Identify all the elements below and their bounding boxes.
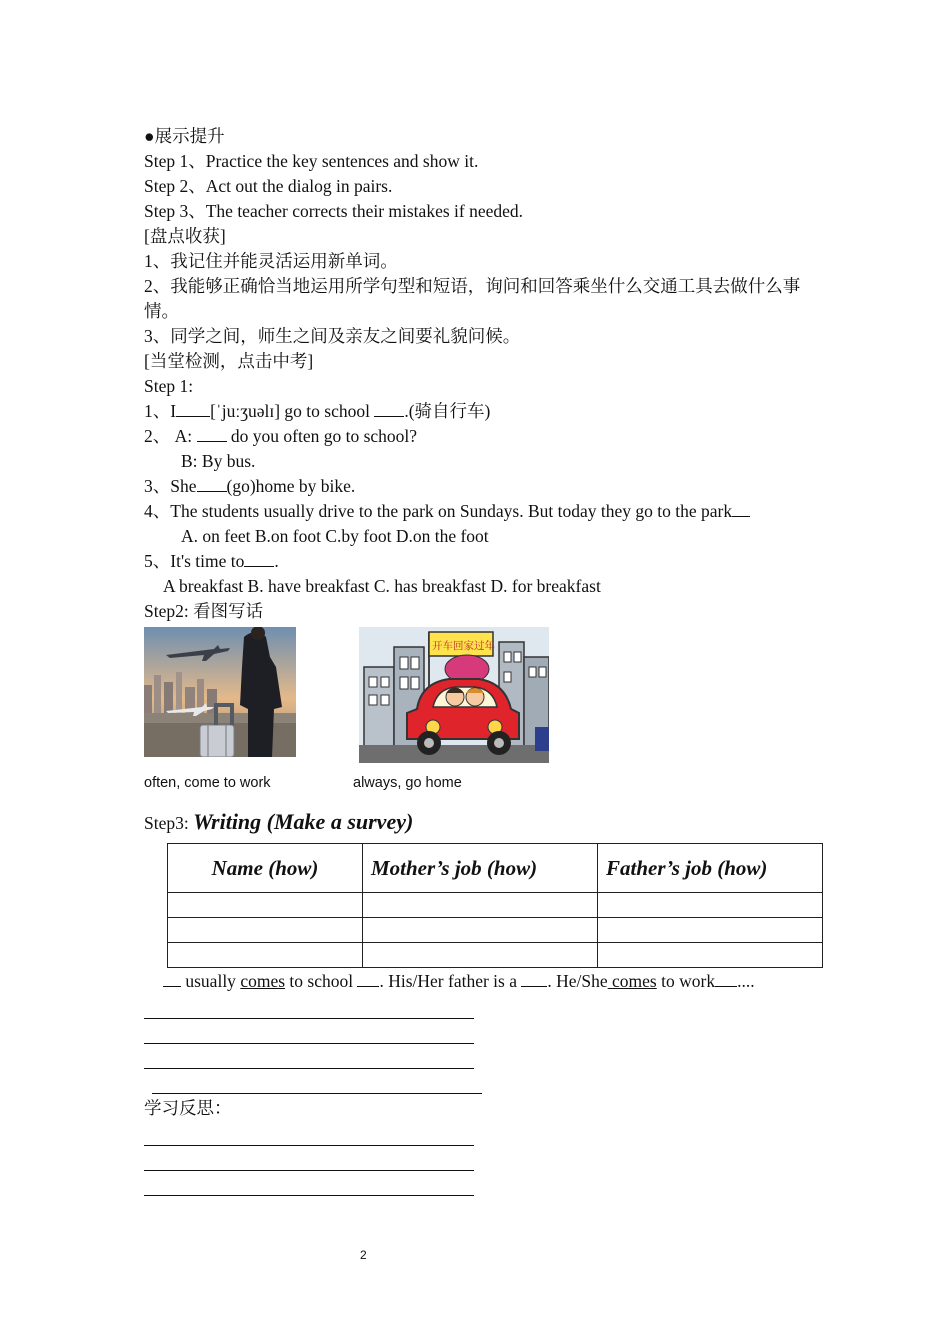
question-5: 5、It's time to . <box>144 551 279 571</box>
answer-blank[interactable] <box>732 499 750 517</box>
survey-table <box>167 843 823 968</box>
table-cell[interactable] <box>363 918 598 943</box>
car-going-home-image <box>359 627 549 763</box>
summary-item-2: 2、我能够正确恰当地运用所学句型和短语，询问和回答乘坐什么交通工具去做什么事情。 <box>144 276 801 321</box>
reflection-line[interactable] <box>144 1121 474 1146</box>
step1-label: Step 1: <box>144 376 194 396</box>
writing-line[interactable] <box>144 1044 474 1069</box>
show-step-2: Step 2、Act out the dialog in pairs. <box>144 176 393 196</box>
header-mother-job: Mother’s job (how) <box>363 844 598 893</box>
question-2-reply: B: By bus. <box>181 451 256 471</box>
question-1: 1、I [ˈjuːʒuəlɪ] go to school .(骑自行车) <box>144 401 491 421</box>
picture-captions <box>144 759 814 799</box>
answer-blank[interactable] <box>521 969 547 987</box>
table-cell[interactable] <box>363 943 598 968</box>
caption-car: always, go home <box>353 775 462 791</box>
table-cell[interactable] <box>598 943 823 968</box>
summary-item-3: 3、同学之间，师生之间及亲友之间要礼貌问候。 <box>144 326 521 346</box>
table-cell[interactable] <box>168 943 363 968</box>
answer-blank[interactable] <box>163 969 181 987</box>
table-cell[interactable] <box>598 918 823 943</box>
section-show-title: ●展示提升 <box>144 126 225 146</box>
table-cell[interactable] <box>168 893 363 918</box>
answer-blank[interactable] <box>244 549 274 567</box>
step3-title: Writing (Make a survey) <box>193 809 414 834</box>
question-3: 3、She (go)home by bike. <box>144 476 356 496</box>
table-cell[interactable] <box>168 918 363 943</box>
airport-businessman-image <box>144 627 296 757</box>
question-4-options: A. on feet B.on foot C.by foot D.on the foot <box>181 526 489 546</box>
table-row <box>168 893 823 918</box>
table-header-row <box>168 844 823 893</box>
answer-blank[interactable] <box>197 474 227 492</box>
show-step-3: Step 3、The teacher corrects their mistakes if needed. <box>144 201 524 221</box>
answer-blank[interactable] <box>197 424 227 442</box>
summary-title: [盘点收获] <box>144 226 226 246</box>
step3-heading: Step3: Writing (Make a survey) <box>144 809 414 834</box>
reflection-label: 学习反思： <box>144 1098 232 1118</box>
caption-airport: often, come to work <box>144 775 271 791</box>
writing-line[interactable] <box>144 1019 474 1044</box>
answer-blank[interactable] <box>715 969 737 987</box>
question-5-options: A breakfast B. have breakfast C. has breakfast D. for breakfast <box>163 576 601 596</box>
question-2: 2、 A: do you often go to school? <box>144 426 418 446</box>
header-father-job: Father’s job (how) <box>598 844 823 893</box>
writing-line[interactable] <box>152 1069 482 1094</box>
picture-row <box>144 627 814 759</box>
summary-item-1: 1、我记住并能灵活运用新单词。 <box>144 251 398 271</box>
question-4: 4、The students usually drive to the park on Sundays. But today they go to the park <box>144 499 814 524</box>
table-cell[interactable] <box>363 893 598 918</box>
answer-blank[interactable] <box>374 399 404 417</box>
test-title: [当堂检测，点击中考] <box>144 351 314 371</box>
show-step-1: Step 1、Practice the key sentences and show it. <box>144 151 479 171</box>
step2-label: Step2: 看图写话 <box>144 601 264 621</box>
worksheet-page <box>144 124 814 1196</box>
header-name: Name (how) <box>168 844 363 893</box>
answer-blank[interactable] <box>357 969 379 987</box>
survey-sentence: usually comes to school . His/Her father is a . He/She comes to work .... <box>144 969 814 994</box>
table-row <box>168 943 823 968</box>
answer-blank[interactable] <box>176 399 210 417</box>
page-number: 2 <box>360 1248 367 1262</box>
table-cell[interactable] <box>598 893 823 918</box>
writing-line[interactable] <box>144 994 474 1019</box>
car-sign-text: 开车回家过年 <box>432 640 495 652</box>
reflection-line[interactable] <box>144 1171 474 1196</box>
reflection-line[interactable] <box>144 1146 474 1171</box>
table-row <box>168 918 823 943</box>
